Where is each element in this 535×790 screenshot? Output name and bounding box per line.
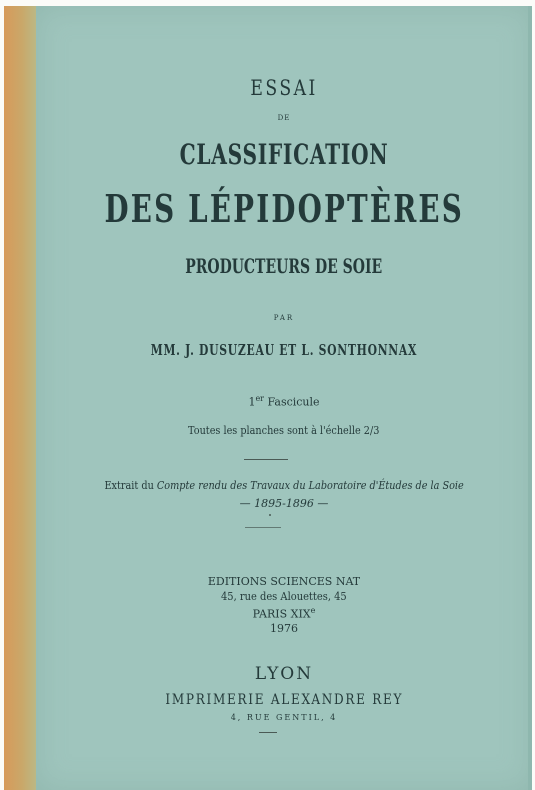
extract-years: — 1895-1896 — [239,497,329,510]
imprint-address: 4, RUE GENTIL, 4 [230,713,338,722]
title-classification: CLASSIFICATION [179,138,389,171]
reprint-address: 45, rue des Alouettes, 45 [221,590,347,603]
reprint-publisher: EDITIONS SCIENCES NAT [207,575,361,588]
authors-names: MM. J. DUSUZEAU ET L. SONTHONNAX [150,341,418,359]
separator-rule-1 [244,459,288,460]
title-essai: ESSAI [250,76,318,100]
separator-rule-2 [245,527,281,528]
extract-line: Extrait du Compte rendu des Travaux du Laboratoire d'Études de la Soie [104,479,464,492]
scale-note: Toutes les planches sont à l'échelle 2/3 [188,424,380,437]
closing-rule [259,732,277,733]
imprint-printer: IMPRIMERIE ALEXANDRE REY [165,692,403,708]
reprint-year: 1976 [270,622,298,635]
blemish-mark [269,514,271,516]
imprint-city: LYON [254,664,314,684]
title-subtitle: PRODUCTEURS DE SOIE [185,254,383,278]
title-main: DES LÉPIDOPTÈRES [104,186,464,231]
authors-par: PAR [273,314,295,322]
reprint-city: PARIS XIXe [252,606,316,621]
title-de: DE [277,114,291,122]
fascicule-line: 1er Fascicule [248,394,320,409]
